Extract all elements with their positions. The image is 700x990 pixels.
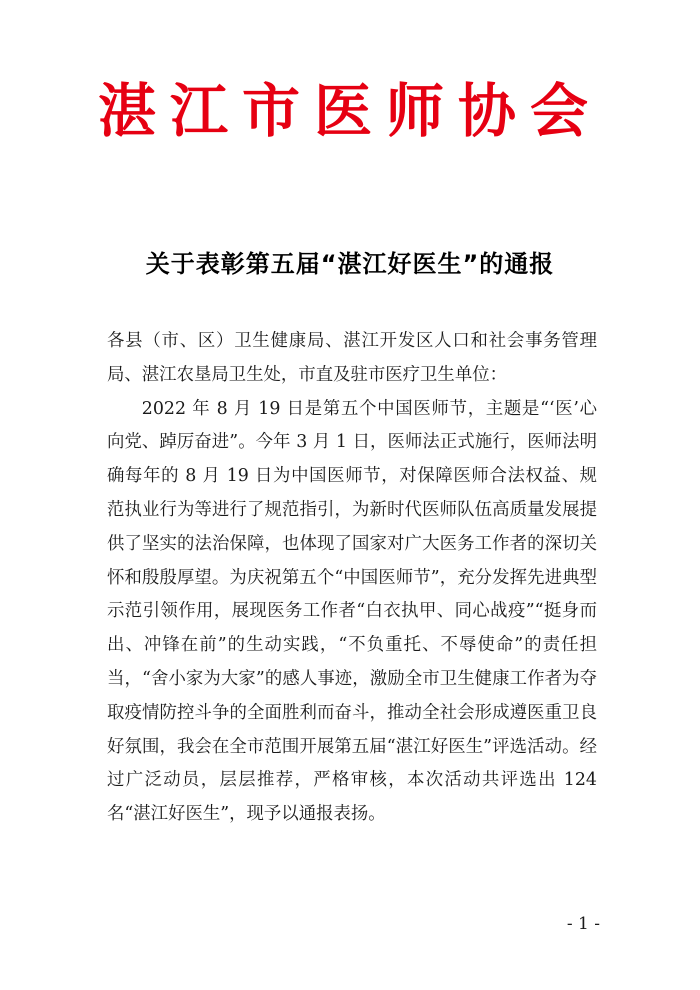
organization-letterhead: 湛江市医师协会: [97, 77, 602, 145]
page-number: - 1 -: [566, 914, 600, 934]
document-title: 关于表彰第五届“湛江好医生”的通报: [145, 250, 555, 278]
document-body: [107, 325, 597, 832]
salutation: 各县（市、区）卫生健康局、湛江开发区人口和社会事务管理局、湛江农垦局卫生处，市直及驻市医疗卫生单位：: [107, 331, 597, 385]
body-paragraph: 2022 年 8 月 19 日是第五个中国医师节，主题是“‘医’心向党、踔厉奋进”。今年 3 月 1 日，医师法正式施行，医师法明确每年的 8 月 19 日为中国医师节，对保障医师合法权益、规范执业行为等进行了规范指引，为新时代医师队伍高质量发展提供了坚实的法治保障，也体现了国家对广大医务工作者的深切关怀和殷殷厚望。为庆祝第五个“中国医师节”，充分发挥先进典型示范引领作用，展现医务工作者“白衣执甲、同心战疫”“挺身而出、冲锋在前”的生动实践，“不负重托、不辱使命”的责任担当，“舍小家为大家”的感人事迹，激励全市卫生健康工作者为夺取疫情防控斗争的全面胜利而奋斗，推动全社会形成遵医重卫良好氛围，我会在全市范围开展第五届“湛江好医生”评选活动。经过广泛动员，层层推荐，严格审核，本次活动共评选出 124 名“湛江好医生”，现予以通报表扬。: [107, 398, 597, 825]
